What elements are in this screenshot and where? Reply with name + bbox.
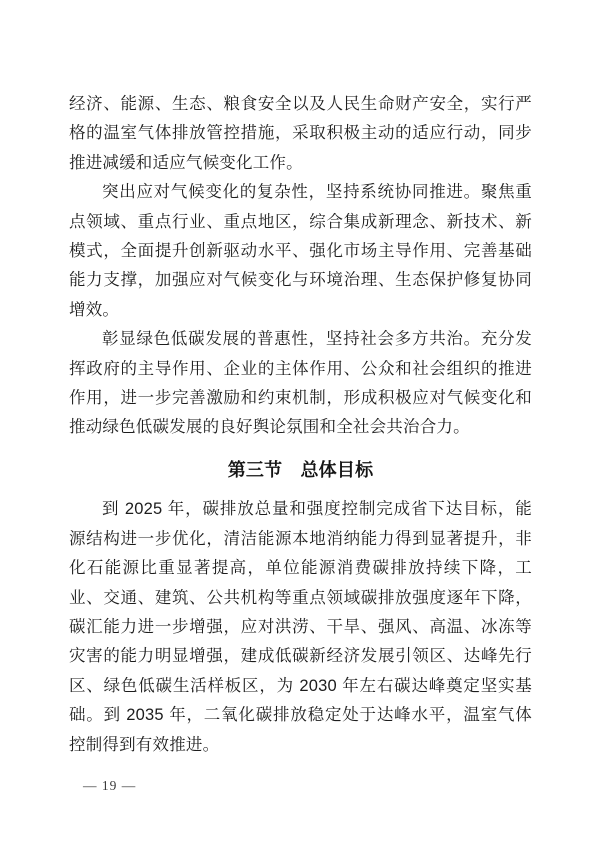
paragraph-overall-goals: 到 2025 年，碳排放总量和强度控制完成省下达目标，能源结构进一步优化，清洁能源本地消纳能力得到显著提升，非化石能源比重显著提高，单位能源消费碳排放持续下降，工业、交通、建筑、公共机构等重点领域碳排放强度逐年下降，碳汇能力进一步增强，应对洪涝、干旱、强风、高温、冰冻等灾害的能力明显增强，建成低碳新经济发展引领区、达峰先行区、绿色低碳生活样板区，为 2030 年左右碳达峰奠定坚实基础。到 2035 年，二氧化碳排放稳定处于达峰水平，温室气体控制得到有效推进。 (69, 500, 532, 754)
paragraph-continuation: 经济、能源、生态、粮食安全以及人民生命财产安全，实行严格的温室气体排放管控措施，采取积极主动的适应行动，同步推进减缓和适应气候变化工作。 (69, 95, 532, 172)
page-number: — 19 — (83, 778, 137, 793)
paragraph-complexity: 突出应对气候变化的复杂性，坚持系统协同推进。聚焦重点领域、重点行业、重点地区，综合集成新理念、新技术、新模式，全面提升创新驱动水平、强化市场主导作用、完善基础能力支撑，加强应对气候变化与环境治理、生态保护修复协同增效。 (69, 183, 532, 319)
paragraph-inclusiveness: 彰显绿色低碳发展的普惠性，坚持社会多方共治。充分发挥政府的主导作用、企业的主体作用、公众和社会组织的推进作用，进一步完善激励和约束机制，形成积极应对气候变化和推动绿色低碳发展的良好舆论氛围和全社会共治合力。 (69, 330, 532, 437)
section-heading: 第三节 总体目标 (227, 459, 374, 480)
document-body (69, 90, 532, 760)
